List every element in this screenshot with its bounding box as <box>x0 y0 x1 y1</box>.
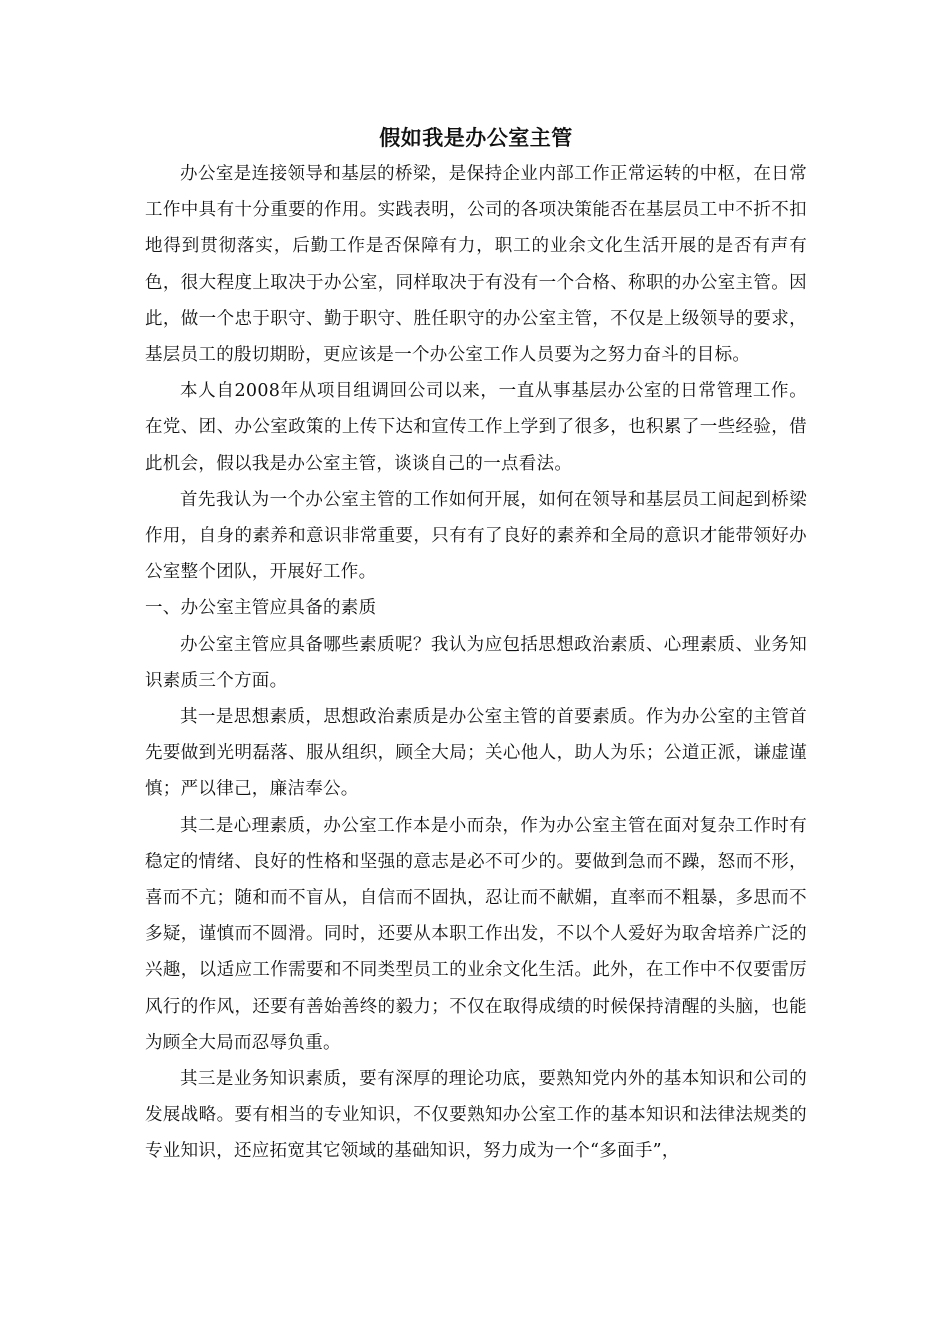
qualities-overview-paragraph: 办公室主管应具备哪些素质呢？我认为应包括思想政治素质、心理素质、业务知识素质三个方面。 <box>145 634 807 691</box>
document-body <box>145 120 807 1170</box>
intro-paragraph: 办公室是连接领导和基层的桥梁，是保持企业内部工作正常运转的中枢，在日常工作中具有十分重要的作用。实践表明，公司的各项决策能否在基层员工中不折不扣地得到贯彻落实，后勤工作是否保障有力，职工的业余文化生活开展的是否有声有色，很大程度上取决于办公室，同样取决于有没有一个合格、称职的办公室主管。因此，做一个忠于职守、勤于职守、胜任职守的办公室主管，不仅是上级领导的要求，基层员工的殷切期盼，更应该是一个办公室工作人员要为之努力奋斗的目标。 <box>145 164 807 366</box>
document-title: 假如我是办公室主管 <box>379 126 573 150</box>
professional-knowledge-paragraph: 其三是业务知识素质，要有深厚的理论功底，要熟知党内外的基本知识和公司的发展战略。要有相当的专业知识，不仅要熟知办公室工作的基本知识和法律法规类的专业知识，还应拓宽其它领域的基础知识，努力成为一个“多面手”， <box>145 1069 807 1162</box>
section-heading: 一、办公室主管应具备的素质 <box>145 598 377 619</box>
psychological-quality-paragraph: 其二是心理素质，办公室工作本是小而杂，作为办公室主管在面对复杂工作时有稳定的情绪、良好的性格和坚强的意志是必不可少的。要做到急而不躁，怒而不形，喜而不亢；随和而不盲从，自信而不固执，忍让而不献媚，直率而不粗暴，多思而不多疑，谨慎而不圆滑。同时，还要从本职工作出发，不以个人爱好为取舍培养广泛的兴趣，以适应工作需要和不同类型员工的业余文化生活。此外，在工作中不仅要雷厉风行的作风，还要有善始善终的毅力；不仅在取得成绩的时候保持清醒的头脑，也能为顾全大局而忍辱负重。 <box>145 815 807 1053</box>
ideological-quality-paragraph: 其一是思想素质，思想政治素质是办公室主管的首要素质。作为办公室的主管首先要做到光明磊落、服从组织，顾全大局；关心他人，助人为乐；公道正派，谦虚谨慎；严以律己，廉洁奉公。 <box>145 707 807 800</box>
approach-paragraph: 首先我认为一个办公室主管的工作如何开展，如何在领导和基层员工间起到桥梁作用，自身的素养和意识非常重要，只有有了良好的素养和全局的意识才能带领好办公室整个团队，开展好工作。 <box>145 489 807 583</box>
background-paragraph: 本人自2008年从项目组调回公司以来，一直从事基层办公室的日常管理工作。在党、团、办公室政策的上传下达和宣传工作上学到了很多，也积累了一些经验，借此机会，假以我是办公室主管，谈谈自己的一点看法。 <box>145 381 807 474</box>
